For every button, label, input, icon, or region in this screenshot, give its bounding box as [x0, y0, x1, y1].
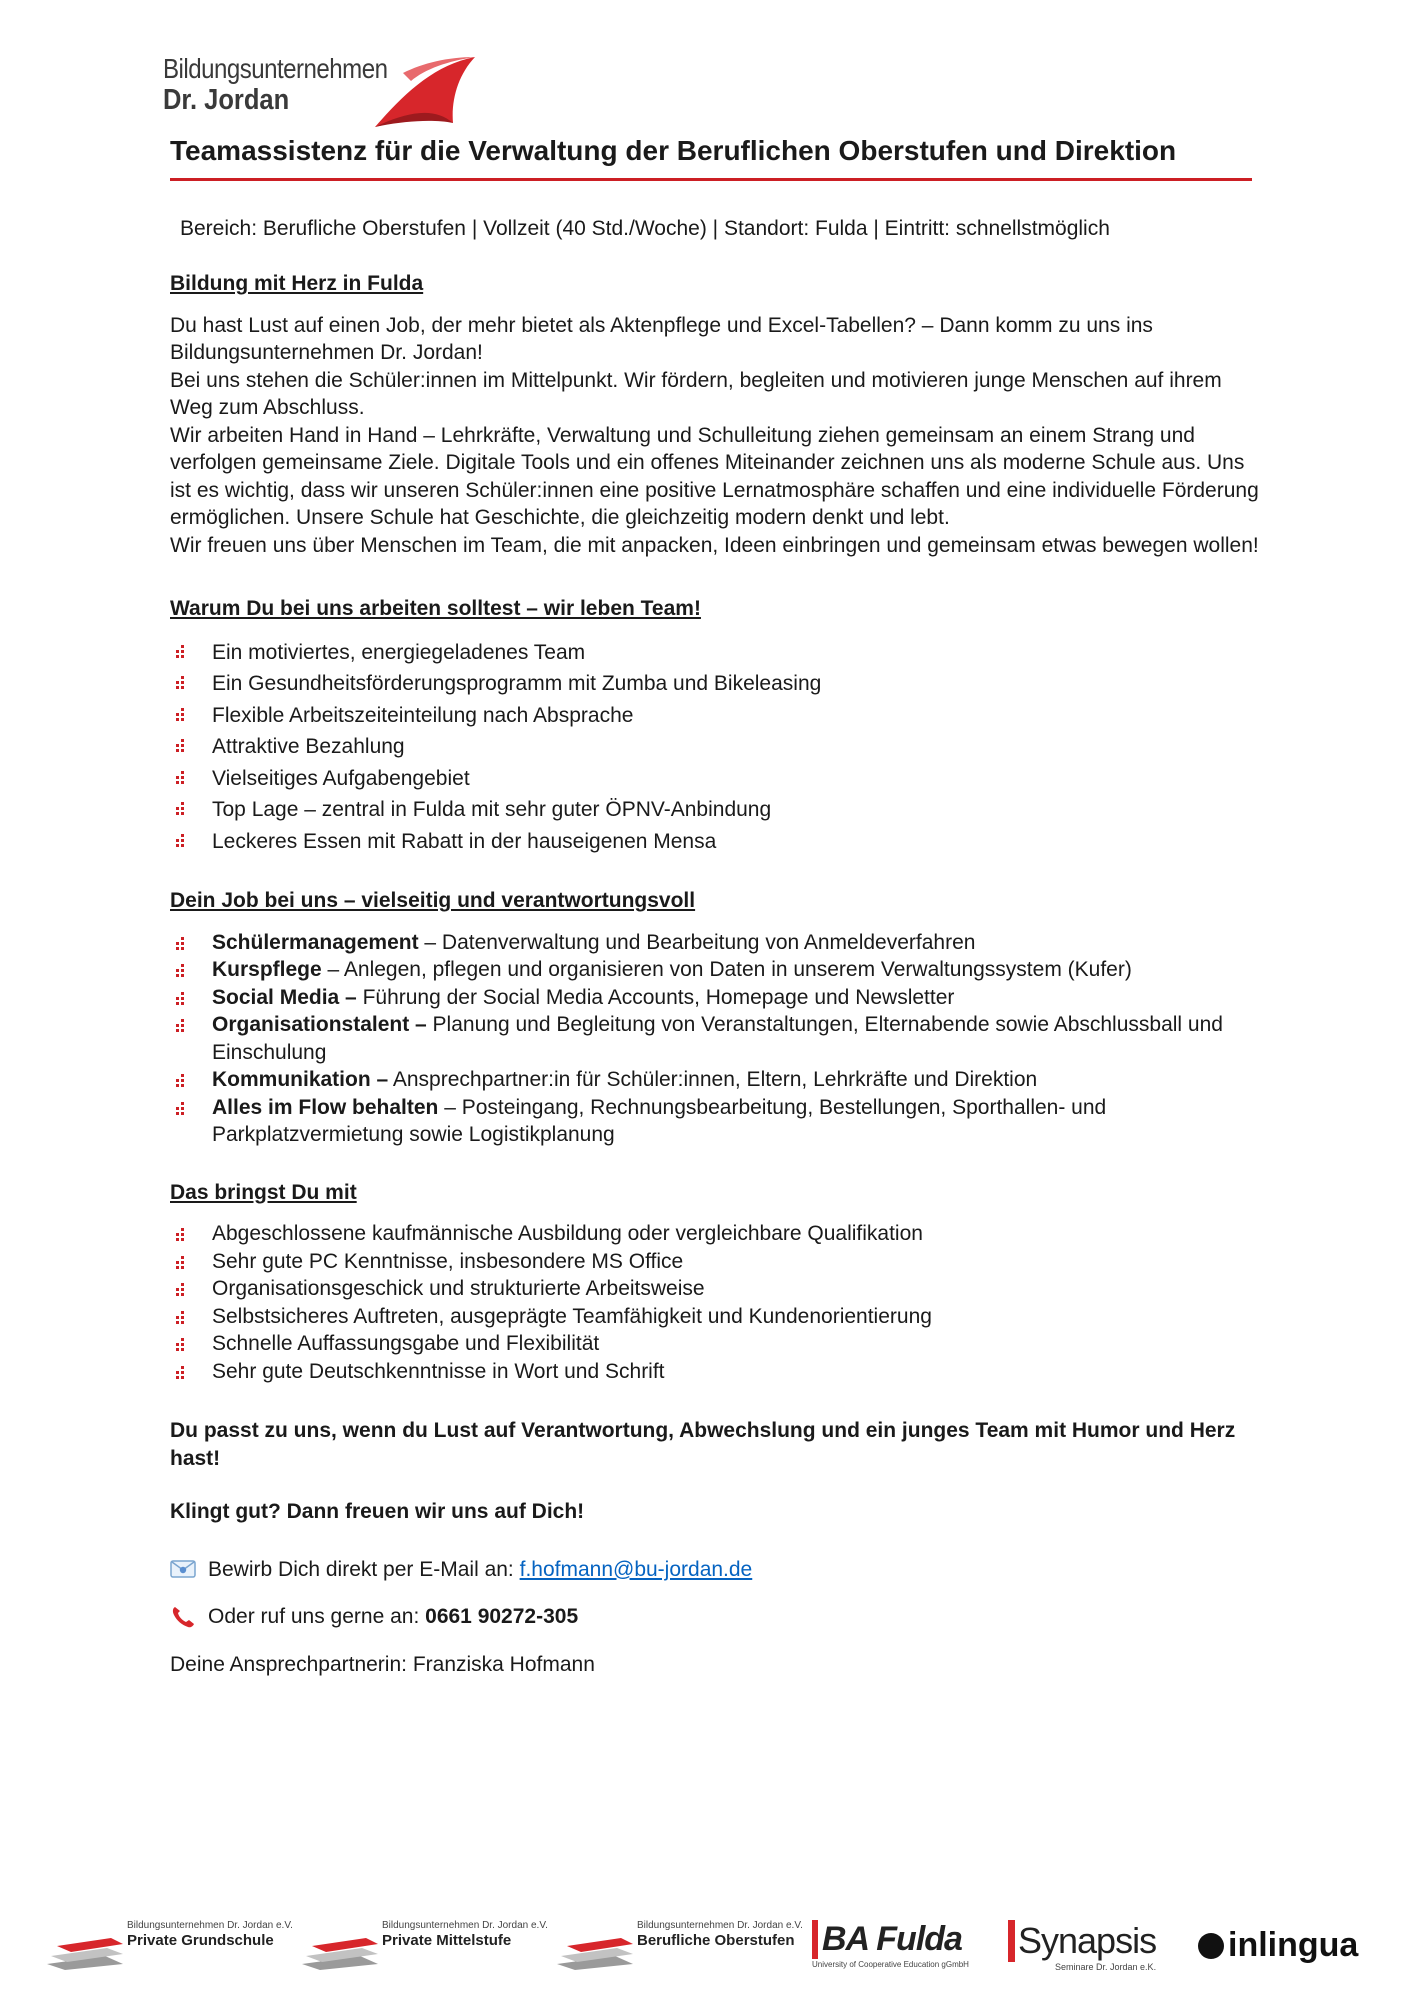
benefits-list [170, 637, 1260, 858]
footer-org-name: Bildungsunternehmen Dr. Jordan e.V. [382, 1920, 548, 1931]
footer-school-name: Berufliche Oberstufen [637, 1932, 795, 1949]
list-item [170, 1248, 1260, 1276]
requirements-section [170, 1179, 1260, 1386]
list-item [170, 731, 1260, 763]
bullet-icon [176, 1011, 186, 1066]
requirements-heading: Das bringst Du mit [170, 1180, 357, 1204]
benefits-heading: Warum Du bei uns arbeiten solltest – wir leben Team! [170, 597, 701, 620]
intro-section [170, 270, 1260, 559]
list-item [170, 1358, 1260, 1386]
list-item-title: Kommunikation – [212, 1068, 389, 1091]
bullet-icon [176, 929, 186, 957]
email-label: Bewirb Dich direkt per E-Mail an: [208, 1557, 520, 1581]
intro-paragraph: Du hast Lust auf einen Job, der mehr bietet als Aktenpflege und Excel-Tabellen? – Dann komm zu uns ins Bildungsunternehmen Dr. Jordan! [170, 313, 1153, 364]
requirements-list [170, 1220, 1260, 1385]
list-item-text: – Datenverwaltung und Bearbeitung von Anmeldeverfahren [418, 930, 976, 954]
bullet-icon [176, 1275, 186, 1303]
bullet-icon [176, 1094, 186, 1149]
list-item-title: Social Media – [212, 985, 357, 1009]
phone-label: Oder ruf uns gerne an: [208, 1605, 426, 1628]
list-item [170, 1275, 1260, 1303]
bullet-icon [176, 984, 186, 1012]
logo-line-1: Bildungsunternehmen [163, 53, 388, 84]
books-logo-icon [300, 1934, 380, 1970]
benefits-section [170, 595, 1260, 857]
list-item [170, 637, 1260, 669]
list-item-text: Ansprechpartner:in für Schüler:innen, Eltern, Lehrkräfte und Direktion [388, 1068, 1038, 1091]
bullet-icon [176, 826, 186, 858]
phone-icon [170, 1605, 196, 1629]
bullet-icon [176, 1248, 186, 1276]
ba-fulda-name: BA Fulda [812, 1920, 969, 1959]
list-item-title: Kurspflege [212, 958, 322, 981]
intro-paragraph: Wir arbeiten Hand in Hand – Lehrkräfte, Verwaltung und Schulleitung ziehen gemeinsam an einem Strang und verfolgen gemeinsame Ziele. Digitale Tools und ein offenes Miteinander zeichnen uns als moderne Schule aus. Uns ist es wichtig, dass wir unseren Schüler:innen eine positive Lernatmosphäre schaffen und eine individuelle Förderung ermöglichen. Unsere Schule hat Geschichte, die gleichzeitig modern denkt und lebt. [170, 423, 1259, 529]
phone-number[interactable]: 0661 90272-305 [425, 1605, 579, 1628]
intro-heading: Bildung mit Herz in Fulda [170, 272, 424, 295]
bullet-icon [176, 763, 186, 795]
list-item-text: Leckeres Essen mit Rabatt in der hauseigenen Mensa [212, 829, 717, 853]
list-item-text: – Anlegen, pflegen und organisieren von Daten in unserem Verwaltungssystem (Kufer) [321, 958, 1132, 981]
job-section [170, 887, 1260, 1149]
bullet-icon [176, 731, 186, 763]
logo-line-2: Dr. Jordan [163, 84, 290, 117]
intro-paragraph: Bei uns stehen die Schüler:innen im Mittelpunkt. Wir fördern, begleiten und motivieren junge Menschen auf ihrem Weg zum Abschluss. [170, 368, 1222, 419]
list-item-title: Organisationstalent – [212, 1013, 427, 1036]
list-item [170, 826, 1260, 858]
job-meta-line: Bereich: Berufliche Oberstufen | Vollzeit (40 Std./Woche) | Standort: Fulda | Eintritt: schnellstmöglich [180, 217, 1110, 240]
list-item [170, 763, 1260, 795]
ba-fulda-subtitle: University of Cooperative Education gGmbH [812, 1960, 969, 1969]
bullet-icon [176, 668, 186, 700]
bullet-icon [176, 1358, 186, 1386]
job-heading: Dein Job bei uns – vielseitig und verantwortungsvoll [170, 889, 696, 912]
synapsis-subtitle: Seminare Dr. Jordan e.K. [1055, 1962, 1157, 1972]
synapsis-name: Synapsis [1008, 1920, 1156, 1962]
list-item-text: Organisationsgeschick und strukturierte Arbeitsweise [212, 1277, 705, 1300]
list-item-title: Alles im Flow behalten [212, 1095, 439, 1119]
list-item [170, 1066, 1260, 1094]
bullet-icon [176, 1330, 186, 1358]
footer-org-name: Bildungsunternehmen Dr. Jordan e.V. [127, 1920, 293, 1931]
list-item-text: Abgeschlossene kaufmännische Ausbildung oder vergleichbare Qualifikation [212, 1222, 923, 1245]
footer-org-name: Bildungsunternehmen Dr. Jordan e.V. [637, 1920, 803, 1931]
contact-section [170, 1556, 1260, 1679]
bullet-icon [176, 1303, 186, 1331]
list-item-text: Ein motiviertes, energiegeladenes Team [212, 640, 586, 664]
list-item-text: Schnelle Auffassungsgabe und Flexibilität [212, 1332, 600, 1355]
list-item [170, 1303, 1260, 1331]
closing-statement: Du passt zu uns, wenn du Lust auf Verantwortung, Abwechslung und ein junges Team mit Humor und Herz hast! [170, 1419, 1236, 1470]
list-item-text: Selbstsicheres Auftreten, ausgeprägte Teamfähigkeit und Kundenorientierung [212, 1304, 932, 1328]
title-divider [170, 178, 1252, 181]
list-item [170, 668, 1260, 700]
page-title: Teamassistenz für die Verwaltung der Beruflichen Oberstufen und Direktion [170, 135, 1177, 166]
books-logo-icon [45, 1934, 125, 1970]
bullet-icon [176, 1220, 186, 1248]
company-logo [163, 45, 513, 125]
list-item-text: Flexible Arbeitszeiteinteilung nach Absprache [212, 703, 634, 727]
list-item-text: Vielseitiges Aufgabengebiet [212, 766, 470, 790]
list-item-text: Planung und Begleitung von Veranstaltungen, Elternabende sowie Abschlussball und Einschulung [212, 1013, 1223, 1064]
bullet-icon [176, 1066, 186, 1094]
mail-icon [170, 1559, 196, 1579]
bullet-icon [176, 637, 186, 669]
list-item-text: Sehr gute PC Kenntnisse, insbesondere MS Office [212, 1249, 684, 1273]
phone-row [170, 1603, 1260, 1631]
list-item [170, 956, 1260, 984]
bullet-icon [176, 794, 186, 826]
list-item [170, 1011, 1260, 1066]
closing-section [170, 1417, 1260, 1526]
books-logo-icon [555, 1934, 635, 1970]
intro-paragraph: Wir freuen uns über Menschen im Team, die mit anpacken, Ideen einbringen und gemeinsam etwas bewegen wollen! [170, 533, 1259, 557]
list-item-title: Schülermanagement [212, 930, 419, 954]
list-item [170, 1220, 1260, 1248]
job-list [170, 929, 1260, 1149]
email-row [170, 1556, 1260, 1584]
list-item-text: Top Lage – zentral in Fulda mit sehr guter ÖPNV-Anbindung [212, 798, 772, 821]
footer-logos [0, 1900, 1414, 1990]
logo-swoosh-icon [363, 45, 478, 135]
footer-school-name: Private Grundschule [127, 1932, 274, 1949]
list-item-text: Führung der Social Media Accounts, Homepage und Newsletter [356, 985, 955, 1009]
closing-call-to-action: Klingt gut? Dann freuen wir uns auf Dich! [170, 1500, 585, 1523]
list-item-text: Sehr gute Deutschkenntnisse in Wort und Schrift [212, 1359, 665, 1383]
list-item-text: Ein Gesundheitsförderungsprogramm mit Zumba und Bikeleasing [212, 672, 822, 695]
bullet-icon [176, 956, 186, 984]
footer-logo-ba-fulda [812, 1920, 969, 1969]
email-link[interactable]: f.hofmann@bu-jordan.de [519, 1557, 753, 1581]
inlingua-name: inlingua [1228, 1926, 1359, 1964]
bullet-icon [176, 700, 186, 732]
list-item [170, 700, 1260, 732]
footer-logo-synapsis [1008, 1920, 1156, 1972]
footer-school-name: Private Mittelstufe [382, 1932, 512, 1949]
contact-person: Deine Ansprechpartnerin: Franziska Hofmann [170, 1652, 595, 1676]
list-item [170, 794, 1260, 826]
main-content [170, 270, 1260, 1678]
list-item-text: – Posteingang, Rechnungsbearbeitung, Bestellungen, Sporthallen- und Parkplatzvermietung sowie Logistikplanung [212, 1095, 1107, 1146]
list-item [170, 984, 1260, 1012]
list-item-text: Attraktive Bezahlung [212, 735, 405, 758]
inlingua-icon [1198, 1933, 1224, 1959]
footer-logo-inlingua [1198, 1926, 1358, 1965]
list-item [170, 1330, 1260, 1358]
list-item [170, 929, 1260, 957]
list-item [170, 1094, 1260, 1149]
